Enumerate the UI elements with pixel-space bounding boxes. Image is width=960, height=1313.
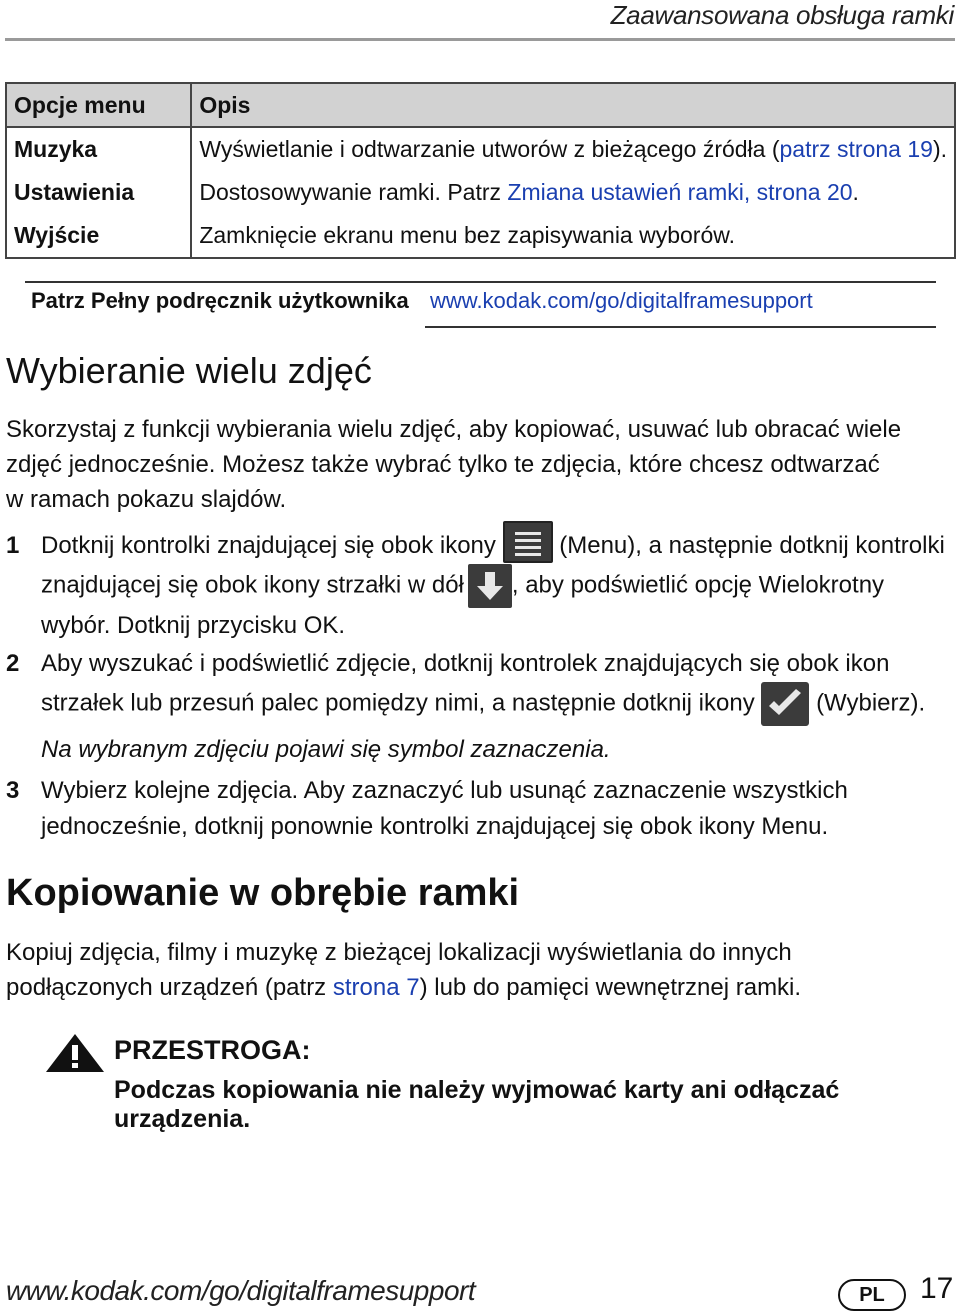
step-number: 1 [6,532,20,559]
page-number: 17 [920,1272,954,1305]
see-also-top-rule [25,281,936,283]
section2-body: Kopiuj zdjęcia, filmy i muzykę z bieżącej lokalizacji wyświetlania do innych podłączonych urządzeń (patrz strona 7) lub do pamięci wewnętrznej ramki. [6,939,802,1001]
table-row [6,127,955,171]
step-text: Wybierz kolejne zdjęcia. Aby zaznaczyć lub usunąć zaznaczenie wszystkich jednocześnie, dotknij ponownie kontrolki znajdującej się obok ikony Menu. [41,777,848,840]
table-header-row [6,83,955,127]
option-name: Wyjście [6,214,191,258]
step-number: 2 [6,650,20,677]
warning-triangle-icon [44,1032,106,1074]
warning-title: PRZESTROGA: [114,1035,311,1065]
option-description: Dostosowywanie ramki. Patrz Zmiana ustawień ramki, strona 20. [191,171,955,214]
page-link[interactable]: patrz strona 19 [779,136,933,162]
checkmark-icon [761,682,809,726]
warning-text: Podczas kopiowania nie należy wyjmować karty ani odłączać urządzenia. [114,1076,840,1133]
table-header-description: Opis [191,83,955,127]
see-also-label: Patrz Pełny podręcznik użytkownika [31,288,409,313]
step-text: Dotknij kontrolki znajdującej się obok ikony (Menu), a następnie dotknij kontrolki znajdującej się obok ikony strzałki w dół , aby podświetlić opcję Wielokrotny wybór. Dotknij przycisku OK. [41,528,956,644]
step-number: 3 [6,777,20,804]
step-3 [6,773,956,847]
header-rule [5,38,955,41]
step-2 [6,646,956,766]
option-description: Wyświetlanie i odtwarzanie utworów z bieżącego źródła (patrz strona 19). [191,127,955,171]
table-header-option: Opcje menu [6,83,191,127]
support-url-link[interactable]: www.kodak.com/go/digitalframesupport [430,288,813,313]
section-title-copy: Kopiowanie w obrębie ramki [6,872,520,914]
step-1 [6,528,956,638]
menu-icon [503,521,553,563]
step-text: Aby wyszukać i podświetlić zdjęcie, dotknij kontrolek znajdujących się obok ikon strzałek lub przesuń palec pomiędzy nimi, a następnie dotknij ikony (Wybierz). Na wybranym zdjęciu pojawi się symbol zaznaczenia. [41,646,956,768]
language-badge: PL [838,1279,906,1311]
table-row [6,171,955,214]
menu-options-table [5,82,956,259]
section1-intro: Skorzystaj z funkcji wybierania wielu zdjęć, aby kopiować, usuwać lub obracać wiele zdjęć jednocześnie. Możesz także wybrać tylko te zdjęcia, które chcesz odtwarzać w ramach pokazu slajdów. [6,416,902,513]
option-description: Zamknięcie ekranu menu bez zapisywania wyborów. [191,214,955,258]
step-result: Na wybranym zdjęciu pojawi się symbol zaznaczenia. [41,736,611,763]
running-header: Zaawansowana obsługa ramki [610,0,954,30]
page-link[interactable]: Zmiana ustawień ramki, strona 20 [507,179,853,205]
option-name: Ustawienia [6,171,191,214]
option-name: Muzyka [6,127,191,171]
page-link[interactable]: strona 7 [332,974,420,1001]
footer-url[interactable]: www.kodak.com/go/digitalframesupport [6,1275,476,1306]
section-title-multi-select: Wybieranie wielu zdjęć [6,350,372,391]
arrow-down-icon [468,564,512,608]
table-row [6,214,955,258]
see-also-bottom-rule [425,326,936,328]
